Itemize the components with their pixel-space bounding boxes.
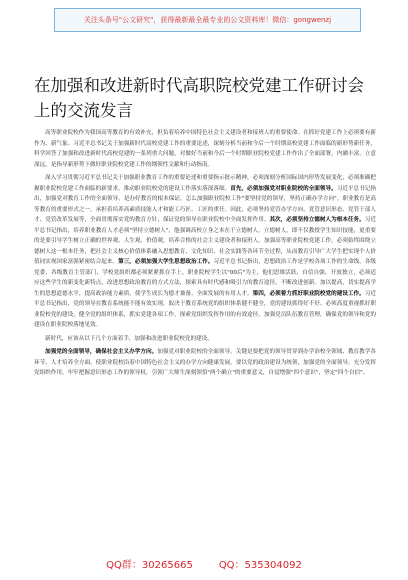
document-title: 在加强和改进新时代高职院校党建工作研讨会上的交流发言 <box>34 76 364 121</box>
body-paragraph <box>34 334 376 345</box>
bold-heading-run: 首先，必须加强党对职业院校的全面领导。 <box>230 185 337 192</box>
text-run: 新时代，应该从以下几个方面着手，加强和改进职业院校党的建设。 <box>45 335 213 342</box>
text-run: 高等职业院校作为我国高等教育的有效补充，担负着培养中国特色社会主义建设者和接班人的重要使命。在抓好党建工作上必须要有新作为、新气象。习近平总书记关于加强新时代高校党建工作的重要论述，深刻分析当前和今后一个时期高校党建工作面临的新形势新任务，科学回答了加强和改进新时代高校党建的一系列重大问题，对做好当前和今后一个时期职业院校党建工作作出了全面部署，内涵丰富、立意深远，是指导新形势下做好职业院校党建工作的纲领性文献和行动指南。 <box>34 130 376 168</box>
bold-heading-run: 第四，必须着力抓好职业院校党的建设工作。 <box>252 290 365 297</box>
text-run: 习近平总书记指出，党的领导在教育系统能不能有效实现，取决于教育系统党的组织体系健不健全，党的建设抓得好不好。必须高度重视抓好职业院校党的建设，健全党的组织体系，抓实党建各项工作，探索党组织发挥作用的有效途径，加强党员队伍教育管理，确保党的领导和党的建设在职业院校落地见效。 <box>34 290 376 328</box>
body-paragraph <box>34 347 376 379</box>
bold-heading-run: 其次，必须坚持立德树人为根本任务。 <box>269 217 365 223</box>
body-paragraph <box>34 173 376 331</box>
document-body <box>34 128 376 382</box>
text-run: 习近平总书记指出，加强党对教育工作的全面领导，是办好教育的根本保证。怎么加强职业院校工作"要坚持党的领导，坚持正确办学方向"。职业教育是高等教育的重要形式之一，承担着培养高素质技能人才和能工巧匠、工匠的重任。因此，必须坚持党管办学方向、党管意识形态、党管干部人才、党管改革发展等，全面贯彻落实党的教育方针，保证党的领导在职业院校中全面发挥作用。 <box>34 185 376 223</box>
promo-banner-text: 关注头条号"公文研究"，获得最新最全最专业的公文资料库！微信：gongwenzj <box>83 16 332 24</box>
bold-heading-run: 加强党的全面领导，确保社会主义办学方向。 <box>45 349 158 355</box>
qq-contact-text: QQ：535304092 <box>218 560 302 571</box>
text-run: 习近平总书记指出，培养职业教育人才必须"坚持立德树人"，他强调高校立身之本在于立德树人。立德树人，即不仅教授学生知识技能，更重要的是要引导学生树立正确的世界观、人生观、价值观，培养合格的社会主义建设者和接班人。加强高等职业院校党建工作，必须始终围绕立德树人这一根本任务，把社会主义核心价值体系融入思想教育、文化知识、社会实践等各环节全过程，从而教育引导广大学生把实现个人价值同实现国家富强紧密结合起来。 <box>34 217 376 265</box>
text-run: 习近平总书记指出，思想政治工作是学校各项工作的生命线，各级党委、各级教育主管部门、学校党组织都必须紧紧抓在手上。职业院校学生以"00后"为主，他们思维活跃，自信自强、开放独立，必须适应这些学生的新变化新特点，改进思想政治教育的方式方法，探索具有时代感和吸引力的教育途径，不断改进创新。加以提高，切实提高学生的思想道德水平，提高政治能力素质，使学生成长为德才兼备、全面发展的有用人才。 <box>34 259 376 297</box>
qq-group-text: QQ群：30265665 <box>106 560 193 571</box>
bold-heading-run: 第三，必须加强大学生思想政治工作。 <box>118 259 214 265</box>
promo-banner <box>54 8 361 32</box>
contact-footer <box>0 556 408 571</box>
text-run: 深入学习贯彻习近平总书记关于加强职业教育工作的重要论述和重要指示批示精神，必须深刻分析国际国内形势发展变化，必须准确把握职业院校党建工作面临的新要求，推动职业院校党的建设工作落实落深落细。 <box>34 175 376 192</box>
body-paragraph <box>34 128 376 170</box>
text-run: 加强党对职业院校的全面领导，关键是要把党的领导贯穿到办学治校全领域、教育教学各环节、人才培养全方面。使职业院校沿着中国特色社会主义的办学方向健康发展。要以党的政治建设为统领，加强党的全面领导，充分发挥党组织作用，牢牢把握意识形态工作的领导权，引领广大师生深刻领悟"两个确立"的重要意义，自觉增强"四个意识"，坚定"四个自信"、 <box>34 349 376 376</box>
